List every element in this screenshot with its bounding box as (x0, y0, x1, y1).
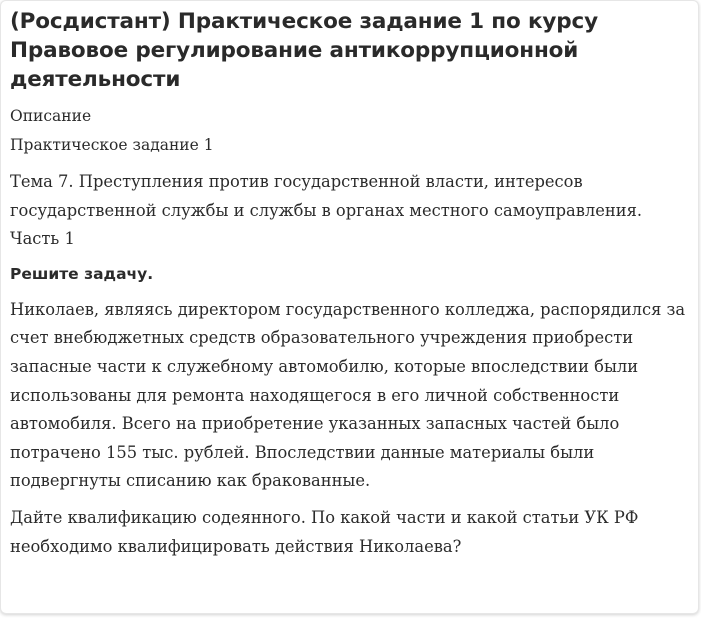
task-content (10, 7, 694, 561)
question-text: Дайте квалификацию содеянного. По какой части и какой статьи УК РФ необходимо квалифицировать действия Николаева? (10, 507, 639, 556)
page-title: (Росдистант) Практическое задание 1 по курсу Правовое регулирование антикоррупционной деятельности (10, 9, 598, 92)
task-label: Решите задачу. (10, 264, 154, 283)
description-label: Описание (10, 107, 92, 125)
topic-text: Тема 7. Преступления против государственной власти, интересов государственной службы и службы в органах местного самоуправления. Часть 1 (10, 172, 643, 249)
assignment-subtitle: Практическое задание 1 (10, 136, 214, 154)
case-text: Николаев, являясь директором государственного колледжа, распорядился за счет внебюджетных средств образовательного учреждения приобрести запасные части к служебному автомобилю, которые впоследствии были использованы для ремонта находящегося в его личной собственности автомобиля. Всего на приобретение указанных запасных частей было потрачено 155 тыс. рублей. Впоследствии данные материалы были подвергнуты списанию как бракованные. (10, 299, 686, 491)
